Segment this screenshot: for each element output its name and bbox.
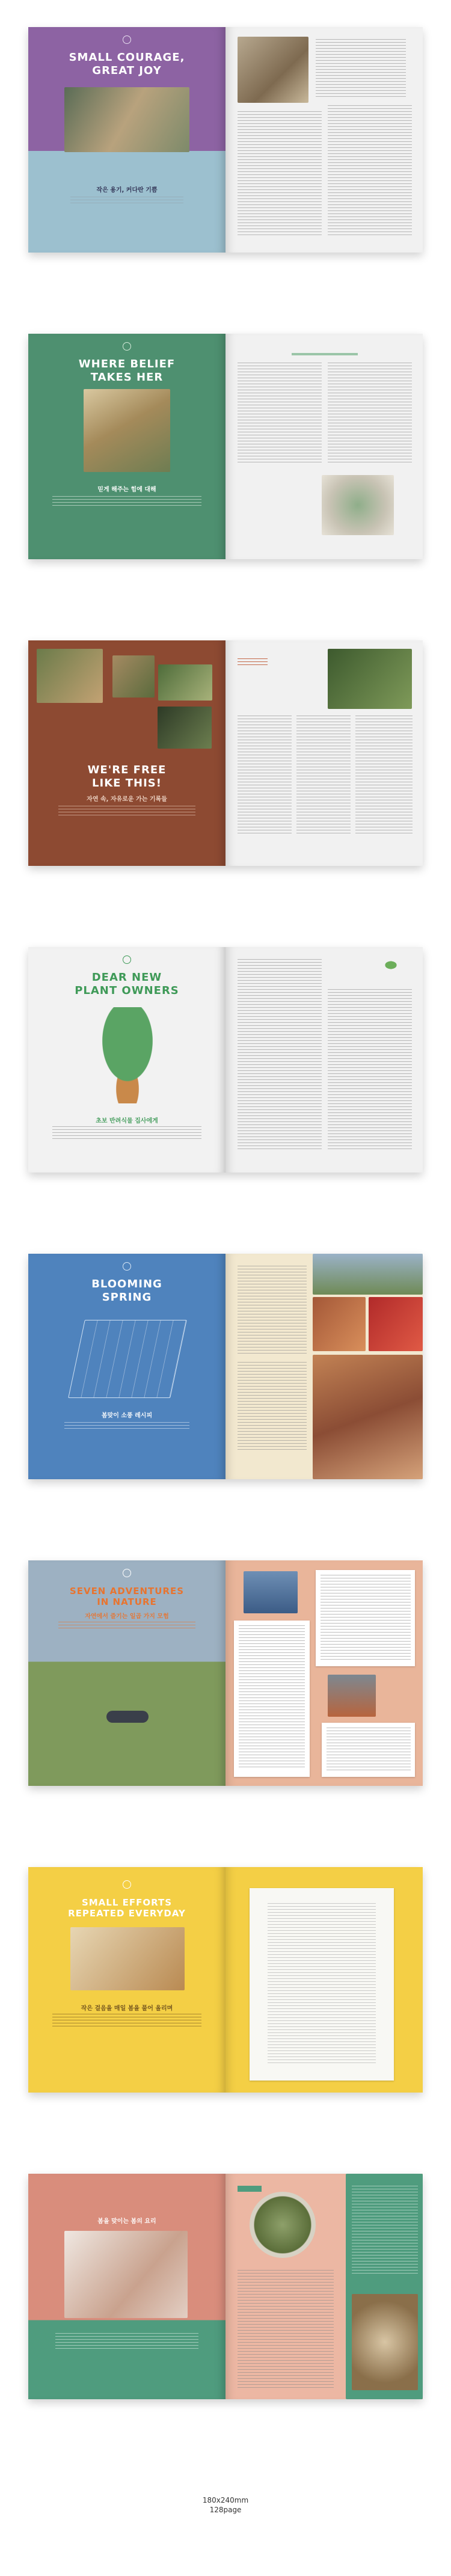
spread-5-text-col-a [238, 1266, 307, 1356]
spread-2-right-page [226, 334, 423, 559]
spread-3-text-col-b [296, 716, 351, 836]
format-footer [0, 2495, 451, 2515]
spread-8-photo [64, 2231, 188, 2318]
spread-2-text-col-a [238, 363, 322, 465]
spread-1-intro-text [70, 197, 183, 205]
spread-6-note-a-text [321, 1575, 411, 1662]
spread-2-subtitle: 믿게 해주는 힘에 대해 [97, 486, 156, 493]
spread-4-subtitle: 초보 반려식물 집사에게 [96, 1118, 158, 1124]
spread-6-left-page [28, 1560, 226, 1786]
spread-8-text-col-a [238, 2270, 334, 2390]
spread-7-photo [70, 1927, 185, 1990]
spread-5-right-page [226, 1254, 423, 1479]
spread-1-subtitle: 작은 용기, 커다란 기쁨 [96, 187, 158, 194]
spread-3-intro-text [58, 806, 195, 815]
spread-2 [28, 334, 423, 559]
spread-3-subtitle: 자연 속, 자유로운 가는 기록들 [87, 796, 167, 803]
picnic-mat-illustration [68, 1320, 187, 1398]
spread-2-text-col-b [328, 363, 412, 465]
spread-2-plant-photo [322, 475, 394, 535]
spread-3-right-photo [328, 649, 412, 709]
spread-3 [28, 640, 423, 866]
spread-1-title: SMALL COURAGE, GREAT JOY [69, 51, 185, 77]
format-pages: 128page [209, 2506, 242, 2514]
spread-5-photo-d [313, 1355, 423, 1479]
spread-5 [28, 1254, 423, 1479]
spread-8-dish-photo [352, 2294, 418, 2390]
spread-3-text-col-a [238, 716, 292, 836]
spread-1-text-col-c [328, 105, 412, 238]
leaf-icon [382, 959, 400, 971]
spread-1-inset-photo [238, 37, 308, 103]
spread-5-intro-text [64, 1422, 189, 1431]
spread-7-intro-text [52, 2014, 201, 2027]
spread-6-right-page [226, 1560, 423, 1786]
spread-1-text-col-a [316, 39, 406, 99]
spread-8-side-heading [238, 2186, 262, 2192]
spread-4-title: DEAR NEW PLANT OWNERS [75, 971, 179, 997]
spread-8-subtitle: 봄을 맞이는 봄의 요리 [97, 2218, 156, 2225]
plant-illustration [88, 1007, 167, 1103]
spread-4-right-page [226, 947, 423, 1173]
spread-3-photo-b [112, 655, 155, 698]
spread-3-photo-d [158, 707, 212, 749]
spread-6-note-b-text [239, 1625, 305, 1770]
spread-2-photo [84, 389, 170, 472]
smile-logo-icon [123, 35, 131, 44]
spread-8-intro-text [55, 2333, 198, 2351]
smile-logo-icon [123, 1880, 131, 1889]
spread-5-left-page [28, 1254, 226, 1479]
spread-4 [28, 947, 423, 1173]
child-on-grass-figure [106, 1711, 149, 1723]
spread-5-text-col-b [238, 1362, 307, 1452]
spread-3-photo-a [37, 649, 103, 703]
smile-logo-icon [123, 342, 131, 351]
spread-2-title: WHERE BELIEF TAKES HER [78, 358, 176, 384]
spread-1 [28, 27, 423, 253]
spread-2-quote-heading [292, 353, 358, 355]
spread-8-left-page [28, 2174, 226, 2399]
spread-2-intro-text [52, 496, 201, 507]
spread-3-side-heading [238, 658, 268, 667]
spread-6 [28, 1560, 423, 1786]
spread-6-subtitle: 자연에서 즐기는 일곱 가지 모험 [85, 1613, 169, 1620]
spread-3-right-page [226, 640, 423, 866]
spread-6-intro-text [58, 1622, 195, 1630]
jeans-photo [244, 1571, 298, 1613]
spread-5-photo-b [313, 1297, 366, 1351]
spread-8 [28, 2174, 423, 2399]
spread-4-left-page [28, 947, 226, 1173]
spread-8-right-page [226, 2174, 423, 2399]
spread-3-photo-c [158, 664, 212, 701]
spread-5-photo-c [369, 1297, 423, 1351]
spread-6-title: SEVEN ADVENTURES IN NATURE [69, 1586, 185, 1607]
spread-3-text-col-c [355, 716, 413, 836]
spread-1-right-page [226, 27, 423, 253]
format-size: 180x240mm [202, 2496, 249, 2504]
spread-4-text-col-a [238, 959, 322, 1152]
spread-6-note-c-text [327, 1728, 411, 1772]
spread-1-text-col-b [238, 111, 322, 238]
spread-3-left-page [28, 640, 226, 866]
spread-2-left-page [28, 334, 226, 559]
poem-text [268, 1903, 376, 2065]
spread-1-photo [64, 87, 189, 152]
spread-5-photo-a [313, 1254, 423, 1295]
spread-7-right-page [226, 1867, 423, 2093]
spread-6-photo-b [328, 1675, 376, 1717]
smile-logo-icon [123, 1569, 131, 1577]
spread-8-text-col-b [352, 2186, 418, 2276]
spread-7-left-page [28, 1867, 226, 2093]
spread-7 [28, 1867, 423, 2093]
smile-logo-icon [123, 955, 131, 964]
spread-3-title: WE'RE FREE LIKE THIS! [87, 764, 167, 790]
spread-7-subtitle: 작은 걸음을 매일 봄을 풀어 올리며 [81, 2005, 173, 2012]
herb-bowl-photo [250, 2192, 316, 2258]
spread-1-left-page [28, 27, 226, 253]
spread-4-intro-text [52, 1126, 201, 1139]
smile-logo-icon [123, 1262, 131, 1271]
spread-5-title: BLOOMING SPRING [91, 1278, 162, 1304]
spread-5-subtitle: 봄맞이 소풍 레시피 [101, 1412, 153, 1419]
spread-4-text-col-b [328, 989, 412, 1152]
spread-7-title: SMALL EFFORTS REPEATED EVERYDAY [68, 1897, 186, 1919]
